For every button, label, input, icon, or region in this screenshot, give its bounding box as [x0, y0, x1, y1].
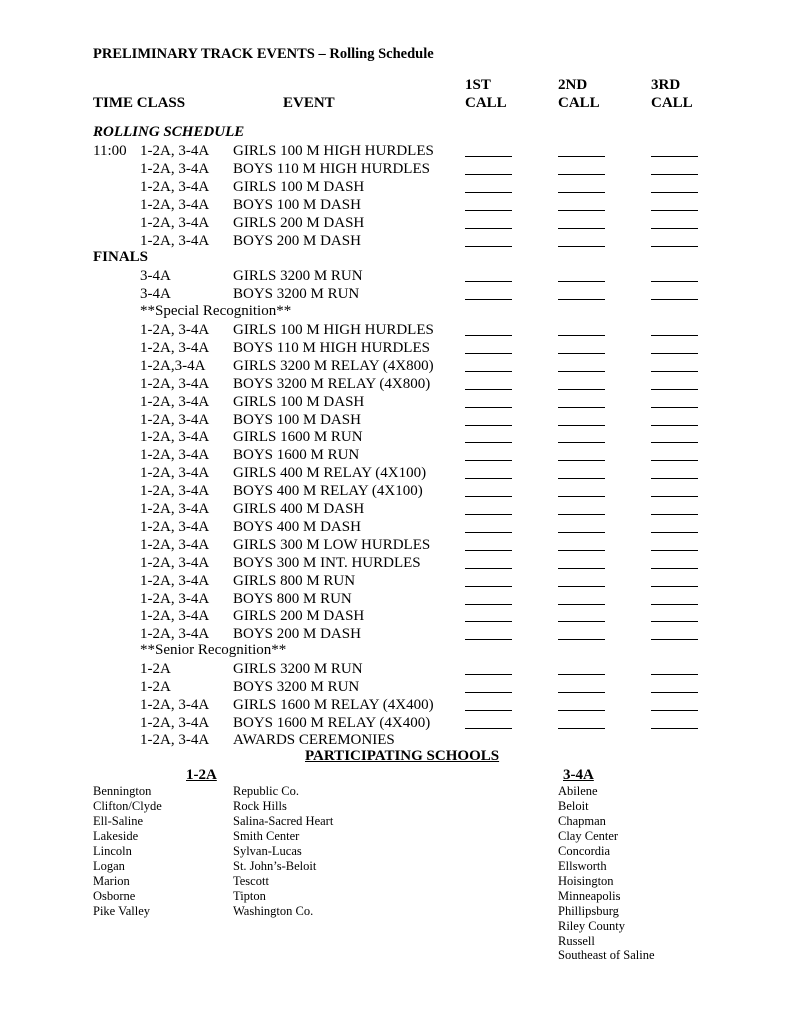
first-call-blank[interactable] — [465, 407, 512, 408]
event-name: GIRLS 100 M HIGH HURDLES — [233, 322, 434, 338]
second-call-blank[interactable] — [558, 228, 605, 229]
event-name: BOYS 200 M DASH — [233, 626, 361, 643]
second-call-blank[interactable] — [558, 335, 605, 336]
second-call-blank[interactable] — [558, 568, 605, 569]
second-call-blank[interactable] — [558, 514, 605, 515]
event-name: BOYS 3200 M RELAY (4X800) — [233, 375, 431, 392]
header-first-call-2: CALL — [465, 95, 507, 111]
third-call-blank[interactable] — [651, 156, 698, 157]
event-name: GIRLS 3200 M RUN — [233, 661, 363, 677]
event-class: 1-2A, 3-4A — [140, 339, 210, 356]
school-name: Abilene — [558, 784, 598, 798]
second-call-blank[interactable] — [558, 246, 605, 247]
page-title: PRELIMINARY TRACK EVENTS – Rolling Schedule — [93, 46, 434, 62]
first-call-blank[interactable] — [465, 299, 512, 300]
event-class: 1-2A, 3-4A — [140, 143, 210, 159]
third-call-blank[interactable] — [651, 478, 698, 479]
event-name: BOYS 1600 M RELAY (4X400) — [233, 714, 431, 731]
third-call-blank[interactable] — [651, 692, 698, 693]
event-row — [0, 625, 791, 643]
second-call-blank[interactable] — [558, 496, 605, 497]
second-call-blank[interactable] — [558, 639, 605, 640]
event-row — [0, 214, 791, 232]
school-name: Pike Valley — [93, 903, 151, 918]
event-row — [0, 267, 791, 285]
header-third-call-2: CALL — [651, 95, 693, 111]
third-call-blank[interactable] — [651, 496, 698, 497]
event-name: GIRLS 300 M LOW HURDLES — [233, 536, 431, 553]
third-call-blank[interactable] — [651, 174, 698, 175]
first-call-blank[interactable] — [465, 389, 512, 390]
event-class: 1-2A, 3-4A — [140, 572, 210, 589]
event-class: 1-2A, 3-4A — [140, 590, 210, 607]
event-class: 1-2A — [140, 678, 171, 695]
event-class: 1-2A, 3-4A — [140, 393, 210, 410]
school-name: Rock Hills — [233, 798, 287, 813]
second-call-blank[interactable] — [558, 478, 605, 479]
event-row — [0, 500, 791, 518]
event-class: 1-2A, 3-4A — [140, 536, 210, 553]
event-name: BOYS 300 M INT. HURDLES — [233, 554, 421, 571]
first-call-blank[interactable] — [465, 496, 512, 497]
event-class: 3-4A — [140, 268, 171, 284]
school-name: Clifton/Clyde — [93, 798, 162, 813]
third-call-blank[interactable] — [651, 621, 698, 622]
event-row — [0, 536, 791, 554]
event-time: 11:00 — [93, 143, 127, 159]
special-recognition-note: **Special Recognition** — [140, 303, 292, 319]
first-call-blank[interactable] — [465, 156, 512, 157]
third-call-blank[interactable] — [651, 389, 698, 390]
second-call-blank[interactable] — [558, 156, 605, 157]
event-row — [0, 696, 791, 714]
third-call-blank[interactable] — [651, 568, 698, 569]
event-class: 1-2A — [140, 661, 171, 677]
first-call-blank[interactable] — [465, 246, 512, 247]
first-call-blank[interactable] — [465, 192, 512, 193]
event-row — [0, 178, 791, 196]
event-row — [0, 285, 791, 303]
third-call-blank[interactable] — [651, 710, 698, 711]
event-row — [0, 482, 791, 500]
header-event: EVENT — [283, 95, 335, 111]
third-call-blank[interactable] — [651, 674, 698, 675]
second-call-blank[interactable] — [558, 692, 605, 693]
school-name: Riley County — [558, 918, 626, 933]
event-class: 1-2A, 3-4A — [140, 214, 210, 231]
event-row — [0, 554, 791, 572]
third-call-blank[interactable] — [651, 246, 698, 247]
event-name: GIRLS 100 M DASH — [233, 178, 365, 195]
first-call-blank[interactable] — [465, 442, 512, 443]
event-row — [0, 357, 791, 375]
header-time-class: TIME CLASS — [93, 95, 186, 111]
second-call-blank[interactable] — [558, 371, 605, 372]
event-class: 1-2A, 3-4A — [140, 375, 210, 392]
event-row — [0, 375, 791, 393]
school-name: Hoisington — [558, 873, 614, 888]
second-call-blank[interactable] — [558, 442, 605, 443]
event-class: 1-2A, 3-4A — [140, 608, 210, 625]
second-call-blank[interactable] — [558, 728, 605, 729]
event-class: 1-2A,3-4A — [140, 357, 206, 374]
second-call-blank[interactable] — [558, 192, 605, 193]
first-call-blank[interactable] — [465, 281, 512, 282]
event-class: 1-2A, 3-4A — [140, 232, 210, 249]
event-name: BOYS 1600 M RUN — [233, 447, 360, 464]
third-call-blank[interactable] — [651, 353, 698, 354]
event-name: BOYS 200 M DASH — [233, 232, 361, 249]
school-name: Minneapolis — [558, 888, 621, 903]
first-call-blank[interactable] — [465, 586, 512, 587]
event-row — [0, 714, 791, 732]
event-name: GIRLS 800 M RUN — [233, 572, 356, 589]
school-name: Tipton — [233, 888, 266, 903]
school-name: Ell-Saline — [93, 813, 143, 828]
school-name: Marion — [93, 873, 130, 888]
event-row — [0, 590, 791, 608]
first-call-blank[interactable] — [465, 639, 512, 640]
second-call-blank[interactable] — [558, 281, 605, 282]
first-call-blank[interactable] — [465, 532, 512, 533]
event-name: BOYS 3200 M RUN — [233, 285, 360, 302]
finals-label: FINALS — [93, 249, 149, 265]
third-call-blank[interactable] — [651, 210, 698, 211]
event-row — [0, 446, 791, 464]
third-call-blank[interactable] — [651, 550, 698, 551]
first-call-blank[interactable] — [465, 550, 512, 551]
event-name: GIRLS 100 M HIGH HURDLES — [233, 143, 434, 159]
first-call-blank[interactable] — [465, 728, 512, 729]
event-class: 3-4A — [140, 285, 171, 302]
school-name: Logan — [93, 858, 125, 873]
awards-row — [0, 731, 791, 749]
event-row — [0, 142, 791, 160]
school-name: Concordia — [558, 843, 611, 858]
event-row — [0, 321, 791, 339]
event-class: 1-2A, 3-4A — [140, 465, 210, 482]
first-call-blank[interactable] — [465, 425, 512, 426]
school-name: Phillipsburg — [558, 903, 619, 918]
school-name: Republic Co. — [233, 784, 299, 798]
school-name: Smith Center — [233, 828, 300, 843]
third-call-blank[interactable] — [651, 586, 698, 587]
rolling-schedule-label: ROLLING SCHEDULE — [93, 124, 245, 140]
first-call-blank[interactable] — [465, 568, 512, 569]
third-call-blank[interactable] — [651, 514, 698, 515]
senior-recognition-note: **Senior Recognition** — [140, 642, 287, 658]
event-name: BOYS 100 M DASH — [233, 196, 361, 213]
first-call-blank[interactable] — [465, 674, 512, 675]
second-call-blank[interactable] — [558, 674, 605, 675]
third-call-blank[interactable] — [651, 371, 698, 372]
event-name: BOYS 110 M HIGH HURDLES — [233, 339, 430, 356]
event-row — [0, 339, 791, 357]
school-name: Southeast of Saline — [558, 948, 655, 963]
header-first-call-1: 1ST — [465, 77, 491, 93]
first-call-blank[interactable] — [465, 460, 512, 461]
event-class: 1-2A, 3-4A — [140, 501, 210, 517]
header-second-call-1: 2ND — [558, 77, 588, 93]
second-call-blank[interactable] — [558, 710, 605, 711]
second-call-blank[interactable] — [558, 532, 605, 533]
third-call-blank[interactable] — [651, 407, 698, 408]
event-row — [0, 428, 791, 446]
first-call-blank[interactable] — [465, 692, 512, 693]
event-name: BOYS 400 M DASH — [233, 518, 361, 535]
first-call-blank[interactable] — [465, 371, 512, 372]
event-name: BOYS 400 M RELAY (4X100) — [233, 483, 423, 500]
school-name: Russell — [558, 933, 595, 948]
school-name: Tescott — [233, 873, 269, 888]
event-name: BOYS 100 M DASH — [233, 411, 361, 428]
event-name: GIRLS 400 M RELAY (4X100) — [233, 465, 427, 482]
school-name: Beloit — [558, 798, 589, 813]
second-call-blank[interactable] — [558, 550, 605, 551]
event-name: BOYS 800 M RUN — [233, 590, 352, 607]
event-row — [0, 411, 791, 429]
school-name: Washington Co. — [233, 903, 314, 918]
event-class: 1-2A, 3-4A — [140, 696, 210, 713]
event-row — [0, 660, 791, 678]
first-call-blank[interactable] — [465, 174, 512, 175]
event-name: GIRLS 1600 M RUN — [233, 429, 363, 446]
first-call-blank[interactable] — [465, 353, 512, 354]
event-class: 1-2A, 3-4A — [140, 518, 210, 535]
third-call-blank[interactable] — [651, 228, 698, 229]
event-class: 1-2A, 3-4A — [140, 626, 210, 643]
school-name: Bennington — [93, 784, 152, 798]
event-row — [0, 572, 791, 590]
first-call-blank[interactable] — [465, 228, 512, 229]
event-class: 1-2A, 3-4A — [140, 447, 210, 464]
second-call-blank[interactable] — [558, 407, 605, 408]
second-call-blank[interactable] — [558, 425, 605, 426]
awards-event: AWARDS CEREMONIES — [233, 732, 395, 748]
second-call-blank[interactable] — [558, 621, 605, 622]
first-call-blank[interactable] — [465, 210, 512, 211]
second-call-blank[interactable] — [558, 604, 605, 605]
third-call-blank[interactable] — [651, 335, 698, 336]
first-call-blank[interactable] — [465, 335, 512, 336]
school-name: Salina-Sacred Heart — [233, 813, 334, 828]
event-name: BOYS 110 M HIGH HURDLES — [233, 160, 430, 177]
second-call-blank[interactable] — [558, 299, 605, 300]
event-row — [0, 160, 791, 178]
third-call-blank[interactable] — [651, 442, 698, 443]
school-name: St. John’s-Beloit — [233, 858, 317, 873]
participating-schools-title: PARTICIPATING SCHOOLS — [305, 748, 500, 764]
header-third-call-1: 3RD — [651, 77, 681, 93]
third-call-blank[interactable] — [651, 460, 698, 461]
event-row — [0, 678, 791, 696]
event-name: GIRLS 3200 M RUN — [233, 268, 363, 284]
first-call-blank[interactable] — [465, 604, 512, 605]
event-name: GIRLS 200 M DASH — [233, 214, 365, 231]
second-call-blank[interactable] — [558, 460, 605, 461]
third-call-blank[interactable] — [651, 728, 698, 729]
class-34a-heading: 3-4A — [563, 767, 594, 783]
third-call-blank[interactable] — [651, 299, 698, 300]
header-second-call-2: CALL — [558, 95, 600, 111]
event-class: 1-2A, 3-4A — [140, 714, 210, 731]
second-call-blank[interactable] — [558, 586, 605, 587]
school-name: Osborne — [93, 888, 136, 903]
school-name: Clay Center — [558, 828, 619, 843]
third-call-blank[interactable] — [651, 192, 698, 193]
school-name: Chapman — [558, 813, 606, 828]
first-call-blank[interactable] — [465, 514, 512, 515]
first-call-blank[interactable] — [465, 621, 512, 622]
school-name: Lincoln — [93, 843, 132, 858]
event-row — [0, 518, 791, 536]
event-class: 1-2A, 3-4A — [140, 411, 210, 428]
second-call-blank[interactable] — [558, 174, 605, 175]
event-name: GIRLS 400 M DASH — [233, 501, 365, 517]
awards-class: 1-2A, 3-4A — [140, 732, 210, 748]
school-name: Lakeside — [93, 828, 139, 843]
third-call-blank[interactable] — [651, 604, 698, 605]
third-call-blank[interactable] — [651, 639, 698, 640]
event-row — [0, 232, 791, 250]
second-call-blank[interactable] — [558, 210, 605, 211]
event-class: 1-2A, 3-4A — [140, 196, 210, 213]
event-row — [0, 464, 791, 482]
event-name: GIRLS 3200 M RELAY (4X800) — [233, 357, 434, 374]
second-call-blank[interactable] — [558, 389, 605, 390]
event-class: 1-2A, 3-4A — [140, 429, 210, 446]
first-call-blank[interactable] — [465, 478, 512, 479]
third-call-blank[interactable] — [651, 281, 698, 282]
event-row — [0, 196, 791, 214]
first-call-blank[interactable] — [465, 710, 512, 711]
event-class: 1-2A, 3-4A — [140, 178, 210, 195]
school-name: Sylvan-Lucas — [233, 843, 302, 858]
event-name: GIRLS 1600 M RELAY (4X400) — [233, 696, 434, 713]
second-call-blank[interactable] — [558, 353, 605, 354]
event-class: 1-2A, 3-4A — [140, 483, 210, 500]
third-call-blank[interactable] — [651, 532, 698, 533]
event-name: BOYS 3200 M RUN — [233, 678, 360, 695]
event-class: 1-2A, 3-4A — [140, 160, 210, 177]
event-class: 1-2A, 3-4A — [140, 554, 210, 571]
event-name: GIRLS 200 M DASH — [233, 608, 365, 625]
class-12a-heading: 1-2A — [186, 767, 217, 783]
third-call-blank[interactable] — [651, 425, 698, 426]
school-name: Ellsworth — [558, 858, 607, 873]
event-row — [0, 393, 791, 411]
event-row — [0, 607, 791, 625]
event-class: 1-2A, 3-4A — [140, 322, 210, 338]
event-name: GIRLS 100 M DASH — [233, 393, 365, 410]
